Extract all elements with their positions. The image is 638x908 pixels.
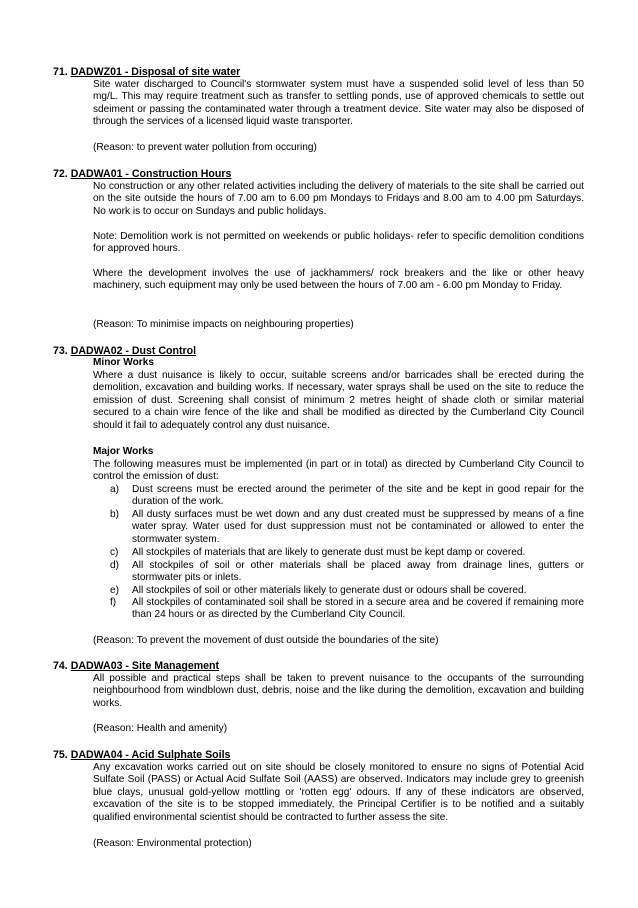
condition-title: DADWZ01 - Disposal of site water: [70, 66, 241, 78]
list-marker: c): [110, 547, 119, 558]
condition-number: 71.: [53, 66, 68, 78]
list-item: [110, 484, 584, 509]
condition-title: DADWA01 - Construction Hours: [70, 168, 232, 180]
condition-71-heading: [53, 66, 240, 79]
major-works-intro: The following measures must be implemented (in part or in total) as directed by Cumberland City Council to control the emission of dust:: [93, 459, 584, 483]
minor-works-heading: Minor Works: [93, 357, 154, 368]
condition-75-body: Any excavation works carried out on site should be closely monitored to ensure no signs of Potential Acid Sulfate Soil (PASS) or Actual Acid Sulfate Soil (AASS) are observed. Indicators may include grey to greenish blue clays, unusual gold-yellow mottling or 'rotten egg' odours. If any of these indicators are observed, excavation of the site is to be stopped immediately, the Principal Certifier is to be notified and a suitably qualified environmental scientist should be contracted to further assess the site.: [93, 762, 584, 823]
condition-72-machinery: Where the development involves the use of jackhammers/ rock breakers and the like or other heavy machinery, such equipment may only be used between the hours of 7.00 am - 6.00 pm Monday to Friday.: [93, 268, 584, 292]
list-item-text: All stockpiles of soil or other materials shall be placed away from drainage lines, gutters or stormwater pits or inlets.: [132, 560, 584, 584]
condition-74-body: All possible and practical steps shall be taken to prevent nuisance to the occupants of the surrounding neighbourhood from windblown dust, debris, noise and the like during the demolition, excavation and building works.: [93, 673, 584, 709]
condition-74-heading: [53, 660, 219, 673]
list-item-text: All stockpiles of soil or other materials likely to generate dust or odours shall be covered.: [132, 585, 527, 596]
condition-number: 72.: [53, 168, 68, 180]
list-item-text: All dusty surfaces must be wet down and any dust created must be suppressed by means of a fine water spray. Water used for dust suppression must not be contaminated or allowed to enter the stormwater system.: [132, 509, 584, 545]
condition-72-reason: (Reason: To minimise impacts on neighbouring properties): [93, 319, 354, 330]
list-item: [110, 597, 584, 622]
condition-number: 75.: [53, 749, 68, 761]
list-marker: d): [110, 560, 119, 571]
major-works-heading: Major Works: [93, 446, 154, 457]
condition-72-note: Note: Demolition work is not permitted on weekends or public holidays- refer to specific demolition conditions for approved hours.: [93, 231, 584, 255]
condition-title: DADWA02 - Dust Control: [70, 345, 197, 357]
list-item: [110, 585, 584, 597]
condition-title: DADWA04 - Acid Sulphate Soils: [70, 749, 231, 761]
list-item-text: All stockpiles of materials that are likely to generate dust must be kept damp or covered.: [132, 547, 526, 558]
condition-71-reason: (Reason: to prevent water pollution from occuring): [93, 142, 317, 153]
list-marker: f): [110, 597, 117, 608]
list-marker: e): [110, 585, 119, 596]
list-item: [110, 509, 584, 546]
condition-71-body: Site water discharged to Council's stormwater system must have a suspended solid level of less than 50 mg/L. This may require treatment such as transfer to settling ponds, use of approved chemicals to settle out sdeiment or passing the contaminated water through a treatment device. Site water may also be disposed of through the services of a licensed liquid waste transporter.: [93, 79, 584, 128]
minor-works-body: Where a dust nuisance is likely to occur, suitable screens and/or barricades shall be erected during the demolition, excavation and building works. If necessary, water sprays shall be used on the site to reduce the emission of dust. Screening shall consist of minimum 2 metres height of shade cloth or similar material secured to a chain wire fence of the like and shall be modified as directed by the Cumberland City Council should it fail to adequately control any dust nuisance.: [93, 370, 584, 431]
list-marker: a): [110, 484, 119, 495]
list-item-text: All stockpiles of contaminated soil shall be stored in a secure area and be covered if remaining more than 24 hours or as directed by the Cumberland City Council.: [132, 597, 584, 621]
list-item-text: Dust screens must be erected around the perimeter of the site and be kept in good repair for the duration of the work.: [132, 484, 584, 508]
condition-number: 74.: [53, 660, 68, 672]
list-marker: b): [110, 509, 119, 520]
condition-75-reason: (Reason: Environmental protection): [93, 838, 252, 849]
condition-74-reason: (Reason: Health and amenity): [93, 723, 228, 734]
condition-title: DADWA03 - Site Management: [70, 660, 220, 672]
condition-73-reason: (Reason: To prevent the movement of dust outside the boundaries of the site): [93, 635, 439, 646]
list-item: [110, 547, 584, 559]
list-item: [110, 560, 584, 585]
condition-75-heading: [53, 749, 230, 762]
condition-72-body: No construction or any other related activities including the delivery of materials to the site shall be carried out on the site outside the hours of 7.00 am to 6.00 pm Mondays to Fridays and 8.00 am to 4.00 pm Saturdays. No work is to occur on Sundays and public holidays.: [93, 181, 584, 217]
condition-72-heading: [53, 168, 231, 181]
condition-number: 73.: [53, 345, 68, 357]
